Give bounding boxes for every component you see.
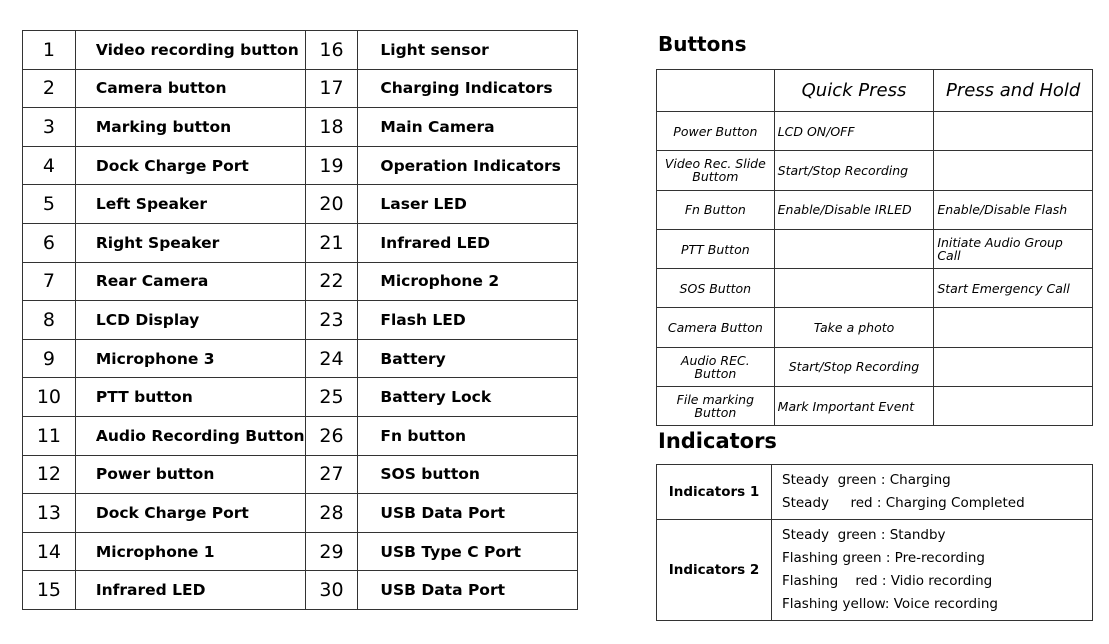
press-and-hold-action: [934, 308, 1093, 347]
button-row: [657, 308, 1093, 347]
part-name: Camera button: [75, 69, 305, 108]
part-name: Left Speaker: [75, 185, 305, 224]
buttons-header-row: [657, 70, 1093, 112]
part-name: Audio Recording Button: [75, 416, 305, 455]
part-number: 19: [305, 146, 358, 185]
part-name: Dock Charge Port: [75, 146, 305, 185]
part-row: [23, 31, 578, 70]
press-and-hold-action: [934, 347, 1093, 386]
part-number: 2: [23, 69, 76, 108]
part-number: 3: [23, 108, 76, 147]
part-row: [23, 301, 578, 340]
quick-press-action: [774, 229, 934, 268]
part-name: Flash LED: [358, 301, 578, 340]
part-name: Video recording button: [75, 31, 305, 70]
button-name: Fn Button: [657, 190, 775, 229]
part-row: [23, 378, 578, 417]
button-row: [657, 347, 1093, 386]
press-and-hold-action: [934, 151, 1093, 190]
part-number: 17: [305, 69, 358, 108]
part-number: 29: [305, 532, 358, 571]
indicator-line: [782, 469, 1082, 492]
part-number: 25: [305, 378, 358, 417]
part-row: [23, 339, 578, 378]
part-row: [23, 494, 578, 533]
buttons-table: [656, 69, 1093, 426]
part-name: LCD Display: [75, 301, 305, 340]
part-name: Light sensor: [358, 31, 578, 70]
part-name: Fn button: [358, 416, 578, 455]
indicator-line: [782, 570, 1082, 593]
part-name: Charging Indicators: [358, 69, 578, 108]
press-and-hold-action: Start Emergency Call: [934, 269, 1093, 308]
button-row: [657, 229, 1093, 268]
part-number: 28: [305, 494, 358, 533]
indicator-meaning: Pre-recording: [894, 550, 986, 566]
part-name: Microphone 1: [75, 532, 305, 571]
indicator-label: Indicators 2: [657, 520, 772, 621]
button-name: SOS Button: [657, 269, 775, 308]
quick-press-action: LCD ON/OFF: [774, 112, 934, 151]
button-row: [657, 112, 1093, 151]
part-number: 8: [23, 301, 76, 340]
buttons-header-quick-press: Quick Press: [774, 70, 934, 112]
part-row: [23, 146, 578, 185]
part-row: [23, 532, 578, 571]
part-number: 14: [23, 532, 76, 571]
indicator-state: Steady red :: [782, 495, 886, 511]
part-name: Infrared LED: [75, 571, 305, 610]
part-number: 18: [305, 108, 358, 147]
part-number: 11: [23, 416, 76, 455]
part-number: 23: [305, 301, 358, 340]
indicator-label: Indicators 1: [657, 465, 772, 520]
indicator-line: [782, 492, 1082, 515]
indicators-section-title: Indicators: [658, 429, 777, 453]
part-name: USB Type C Port: [358, 532, 578, 571]
part-number: 26: [305, 416, 358, 455]
part-number: 6: [23, 223, 76, 262]
part-name: Microphone 3: [75, 339, 305, 378]
part-name: Main Camera: [358, 108, 578, 147]
quick-press-action: Mark Important Event: [774, 387, 934, 426]
quick-press-action: Start/Stop Recording: [774, 347, 934, 386]
quick-press-action: Enable/Disable IRLED: [774, 190, 934, 229]
part-name: Power button: [75, 455, 305, 494]
button-name: PTT Button: [657, 229, 775, 268]
button-name: Video Rec. Slide Buttom: [657, 151, 775, 190]
part-name: USB Data Port: [358, 494, 578, 533]
button-name: Audio REC. Button: [657, 347, 775, 386]
indicator-state: Steady green :: [782, 527, 890, 543]
part-number: 13: [23, 494, 76, 533]
button-name: Camera Button: [657, 308, 775, 347]
part-row: [23, 108, 578, 147]
press-and-hold-action: Enable/Disable Flash: [934, 190, 1093, 229]
part-number: 10: [23, 378, 76, 417]
part-name: Right Speaker: [75, 223, 305, 262]
part-number: 7: [23, 262, 76, 301]
part-number: 20: [305, 185, 358, 224]
part-row: [23, 416, 578, 455]
button-row: [657, 387, 1093, 426]
part-name: Microphone 2: [358, 262, 578, 301]
press-and-hold-action: Initiate Audio Group Call: [934, 229, 1093, 268]
part-name: Laser LED: [358, 185, 578, 224]
part-name: Operation Indicators: [358, 146, 578, 185]
buttons-header-press-and-hold: Press and Hold: [934, 70, 1093, 112]
quick-press-action: Take a photo: [774, 308, 934, 347]
part-number: 24: [305, 339, 358, 378]
button-row: [657, 269, 1093, 308]
part-number: 9: [23, 339, 76, 378]
part-name: Rear Camera: [75, 262, 305, 301]
part-number: 21: [305, 223, 358, 262]
indicator-state: Flashing green :: [782, 550, 895, 566]
indicator-meaning: Vidio recording: [890, 573, 993, 589]
quick-press-action: Start/Stop Recording: [774, 151, 934, 190]
part-row: [23, 455, 578, 494]
part-name: Battery Lock: [358, 378, 578, 417]
indicator-description: [772, 520, 1093, 621]
part-name: Dock Charge Port: [75, 494, 305, 533]
press-and-hold-action: [934, 112, 1093, 151]
part-number: 16: [305, 31, 358, 70]
part-number: 12: [23, 455, 76, 494]
part-name: Battery: [358, 339, 578, 378]
buttons-section-title: Buttons: [658, 32, 747, 56]
indicator-group-row: [657, 520, 1093, 621]
indicator-state: Flashing red :: [782, 573, 891, 589]
indicator-line: [782, 524, 1082, 547]
part-number: 1: [23, 31, 76, 70]
indicator-line: [782, 547, 1082, 570]
part-number: 15: [23, 571, 76, 610]
indicator-description: [772, 465, 1093, 520]
part-row: [23, 69, 578, 108]
indicator-group-row: [657, 465, 1093, 520]
indicator-state: Flashing yellow:: [782, 596, 894, 612]
button-row: [657, 151, 1093, 190]
indicator-meaning: Charging Completed: [885, 495, 1025, 511]
part-row: [23, 185, 578, 224]
part-number: 4: [23, 146, 76, 185]
indicator-state: Steady green :: [782, 472, 890, 488]
indicators-table: [656, 464, 1093, 621]
indicator-meaning: Standby: [889, 527, 946, 543]
press-and-hold-action: [934, 387, 1093, 426]
part-row: [23, 223, 578, 262]
part-name: Marking button: [75, 108, 305, 147]
part-number: 5: [23, 185, 76, 224]
indicator-line: [782, 593, 1082, 616]
part-name: USB Data Port: [358, 571, 578, 610]
part-name: PTT button: [75, 378, 305, 417]
part-name: Infrared LED: [358, 223, 578, 262]
part-number: 22: [305, 262, 358, 301]
part-row: [23, 571, 578, 610]
buttons-header-blank: [657, 70, 775, 112]
quick-press-action: [774, 269, 934, 308]
indicator-meaning: Voice recording: [893, 596, 998, 612]
button-name: File marking Button: [657, 387, 775, 426]
parts-table: [22, 30, 578, 610]
part-row: [23, 262, 578, 301]
button-name: Power Button: [657, 112, 775, 151]
button-row: [657, 190, 1093, 229]
part-number: 30: [305, 571, 358, 610]
part-name: SOS button: [358, 455, 578, 494]
indicator-meaning: Charging: [889, 472, 951, 488]
part-number: 27: [305, 455, 358, 494]
